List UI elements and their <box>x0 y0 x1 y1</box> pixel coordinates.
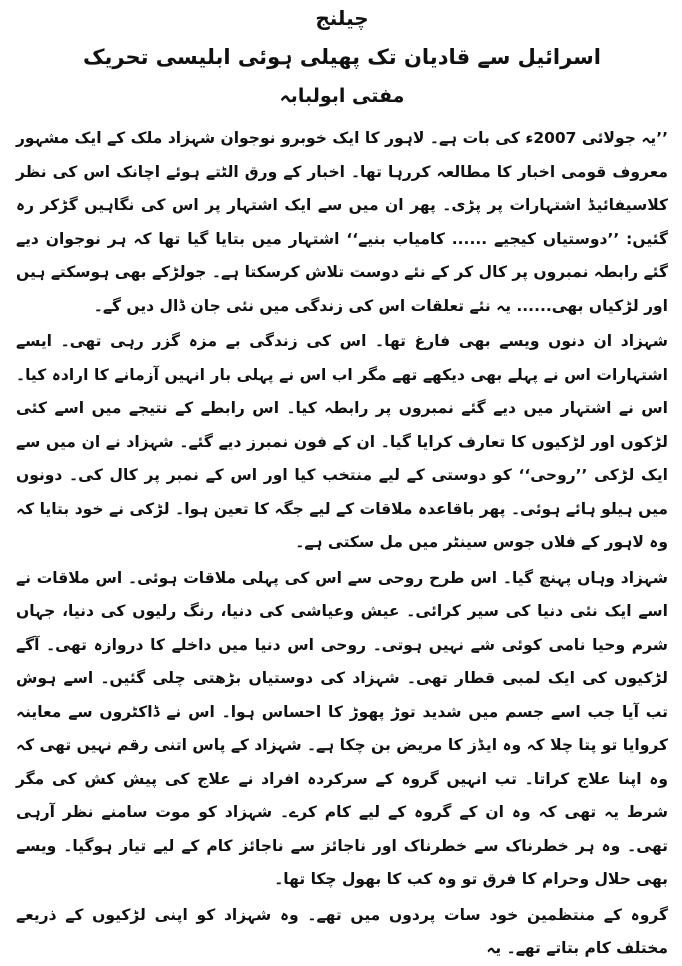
article-title: اسرائیل سے قادیان تک پھیلی ہوئی ابلیسی تحریک <box>83 45 601 69</box>
paragraph-3: شہزاد وہاں پہنچ گیا۔ اس طرح روحی سے اس کی پہلی ملاقات ہوئی۔ اس ملاقات نے اسے ایک نئی دنیا کی سیر کرائی۔ عیش وعیاشی کی دنیا، رنگ رلیوں کی دنیا، جہاں شرم وحیا نامی کوئی شے نہیں ہوتی۔ روحی اس دنیا میں داخلے کا دروازہ تھی۔ آگے لڑکیوں کی ایک لمبی قطار تھی۔ شہزاد کی دوستیاں بڑھتی چلی گئیں۔ اسے ہوش تب آیا جب اسے جسم میں شدید توڑ پھوڑ کا احساس ہوا۔ اس نے ڈاکٹروں سے معاینہ کروایا تو پتا چلا کہ وہ ایڈز کا مریض بن چکا ہے۔ شہزاد کے پاس اتنی رقم نہیں تھی کہ وہ اپنا علاج کراتا۔ تب انہیں گروہ کے سرکردہ افراد نے علاج کی پیش کش کی مگر شرط یہ تھی کہ وہ ان کے گروہ کے لیے کام کرے۔ شہزاد کو موت سامنے نظر آرہی تھی۔ وہ ہر خطرناک سے خطرناک اور ناجائز سے ناجائز کام کے لیے تیار ہوگیا۔ ویسے بھی حلال وحرام کا فرق تو وہ کب کا بھول چکا تھا۔ <box>16 568 668 888</box>
article-author: مفتی ابولبابہ <box>279 85 405 107</box>
article-kicker: چیلنج <box>315 6 369 30</box>
paragraph-4: گروہ کے منتظمین خود سات پردوں میں تھے۔ وہ شہزاد کو اپنی لڑکیوں کے ذریعے مختلف کام بتاتے تھے۔ یہ <box>16 905 668 957</box>
paragraph-1: ’’یہ جولائی 2007ء کی بات ہے۔ لاہور کا ایک خوبرو نوجوان شہزاد ملک کے ایک مشہور معروف قومی اخبار کا مطالعہ کررہا تھا۔ اخبار کے ورق الٹتے ہوئے اچانک اس کی نظر کلاسیفائیڈ اشتہارات پر پڑی۔ پھر ان میں سے ایک اشتہار پر اس کی نگاہیں گڑکر رہ گئیں: ’’دوستیاں کیجیے ...... کامیاب بنیے‘‘ اشتہار میں بتایا گیا تھا کہ ہر نوجوان دیے گئے رابطہ نمبروں پر کال کر کے نئے دوست تلاش کرسکتا ہے۔ جولڑکے بھی ہوسکتے ہیں اور لڑکیاں بھی...... یہ نئے تعلقات اس کی زندگی میں نئی جان ڈال دیں گے۔ <box>16 129 668 315</box>
paragraph-2: شہزاد ان دنوں ویسے بھی فارغ تھا۔ اس کی زندگی بے مزہ گزر رہی تھی۔ ایسے اشتہارات اس نے پہلے بھی دیکھے تھے مگر اب اس نے پہلی بار انہیں آزمانے کا ارادہ کیا۔ اس نے اشتہار میں دیے گئے نمبروں پر رابطہ کیا۔ اس رابطے کے نتیجے میں اسے کئی لڑکوں اور لڑکیوں کا تعارف کرایا گیا۔ ان کے فون نمبرز دیے گئے۔ شہزاد نے ان میں سے ایک لڑکی ’’روحی‘‘ کو دوستی کے لیے منتخب کیا اور اس کے نمبر پر کال کی۔ دونوں میں ہیلو ہائے ہوئی۔ پھر باقاعدہ ملاقات کے لیے جگہ کا تعین ہوا۔ لڑکی نے خود بتایا کہ وہ لاہور کے فلاں جوس سینٹر میں مل سکتی ہے۔ <box>16 332 668 551</box>
